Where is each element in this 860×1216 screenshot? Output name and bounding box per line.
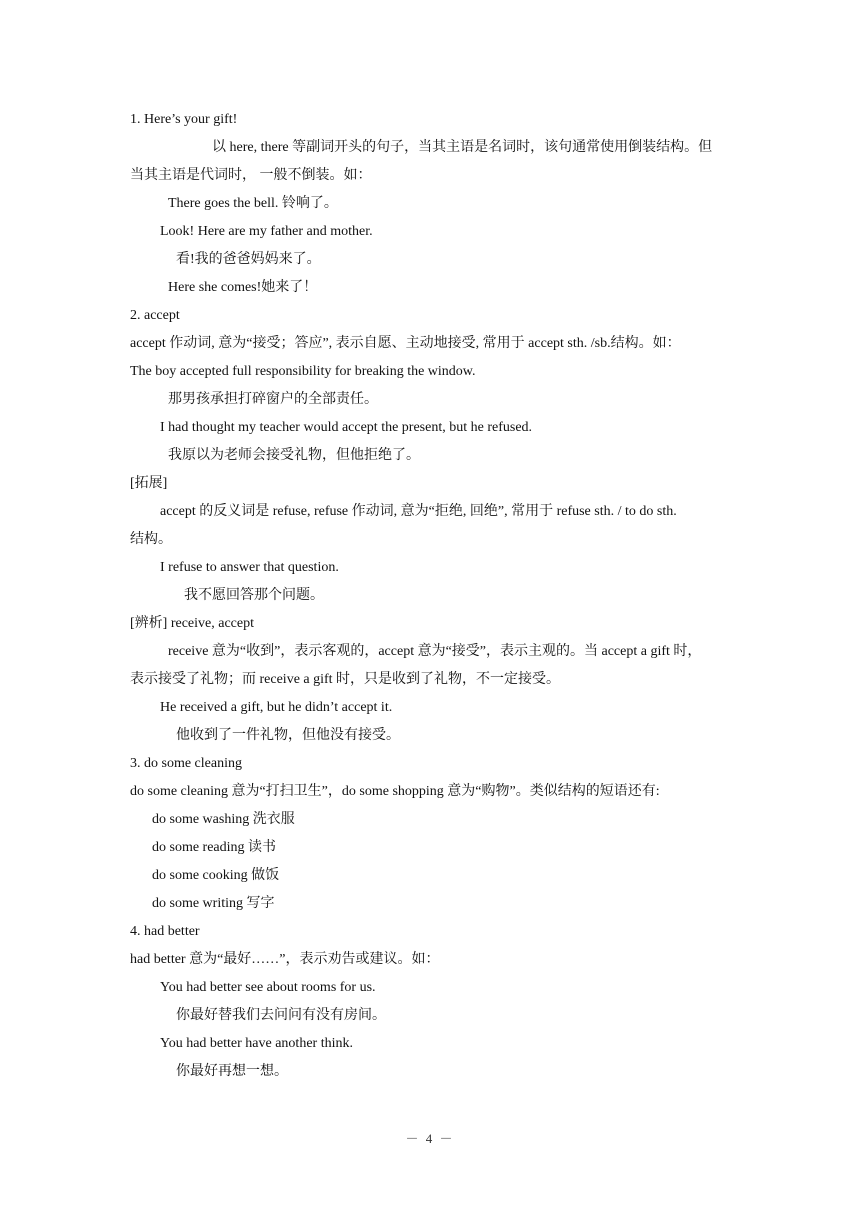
phrase-item: do some writing 写字 bbox=[152, 896, 275, 911]
phrase-item: do some cooking 做饭 bbox=[152, 868, 280, 883]
example-sentence: Here she comes!她来了！ bbox=[168, 280, 318, 295]
example-sentence: You had better have another think. bbox=[160, 1036, 353, 1051]
example-translation: 他收到了一件礼物，但他没有接受。 bbox=[176, 728, 400, 743]
example-sentence: The boy accepted full responsibility for breaking the window. bbox=[130, 364, 476, 379]
paragraph-line: 当其主语是代词时， 一般不倒装。如： bbox=[130, 168, 372, 183]
example-sentence: He received a gift, but he didn’t accept it. bbox=[160, 700, 393, 715]
example-translation: 我不愿回答那个问题。 bbox=[184, 588, 324, 603]
paragraph-line: 表示接受了礼物；而 receive a gift 时，只是收到了礼物，不一定接受。 bbox=[130, 672, 561, 687]
paragraph-line: 结构。 bbox=[130, 532, 172, 547]
example-translation: 我原以为老师会接受礼物，但他拒绝了。 bbox=[168, 448, 420, 463]
phrase-item: do some reading 读书 bbox=[152, 840, 277, 855]
example-translation: 你最好再想一想。 bbox=[176, 1064, 288, 1079]
section-label: [拓展] bbox=[130, 476, 168, 491]
paragraph-line: 以 here, there 等副词开头的句子，当其主语是名词时，该句通常使用倒装结构。但 bbox=[212, 140, 713, 155]
example-sentence: There goes the bell. 铃响了。 bbox=[168, 196, 338, 211]
page-number: － 4 － bbox=[405, 1131, 455, 1146]
example-sentence: Look! Here are my father and mother. bbox=[160, 224, 373, 239]
paragraph-line: had better 意为“最好……”，表示劝告或建议。如： bbox=[130, 952, 440, 967]
paragraph-line: receive 意为“收到”，表示客观的，accept 意为“接受”，表示主观的。当 accept a gift 时， bbox=[168, 644, 702, 659]
example-translation: 看!我的爸爸妈妈来了。 bbox=[176, 252, 321, 267]
example-sentence: I refuse to answer that question. bbox=[160, 560, 339, 575]
heading-1: 1. Here’s your gift! bbox=[130, 112, 238, 127]
paragraph-line: do some cleaning 意为“打扫卫生”，do some shopping 意为“购物”。类似结构的短语还有: bbox=[130, 784, 660, 799]
phrase-item: do some washing 洗衣服 bbox=[152, 812, 295, 827]
paragraph-line: accept 的反义词是 refuse, refuse 作动词, 意为“拒绝, 回绝”, 常用于 refuse sth. / to do sth. bbox=[160, 504, 677, 519]
example-sentence: I had thought my teacher would accept the present, but he refused. bbox=[160, 420, 533, 435]
section-label: [辨析] receive, accept bbox=[130, 616, 254, 631]
heading-2: 2. accept bbox=[130, 308, 180, 323]
example-sentence: You had better see about rooms for us. bbox=[160, 980, 376, 995]
heading-4: 4. had better bbox=[130, 924, 200, 939]
example-translation: 那男孩承担打碎窗户的全部责任。 bbox=[168, 392, 378, 407]
heading-3: 3. do some cleaning bbox=[130, 756, 242, 771]
example-translation: 你最好替我们去问问有没有房间。 bbox=[176, 1008, 386, 1023]
paragraph-line: accept 作动词, 意为“接受；答应”, 表示自愿、主动地接受, 常用于 accept sth. /sb.结构。如： bbox=[130, 336, 681, 351]
